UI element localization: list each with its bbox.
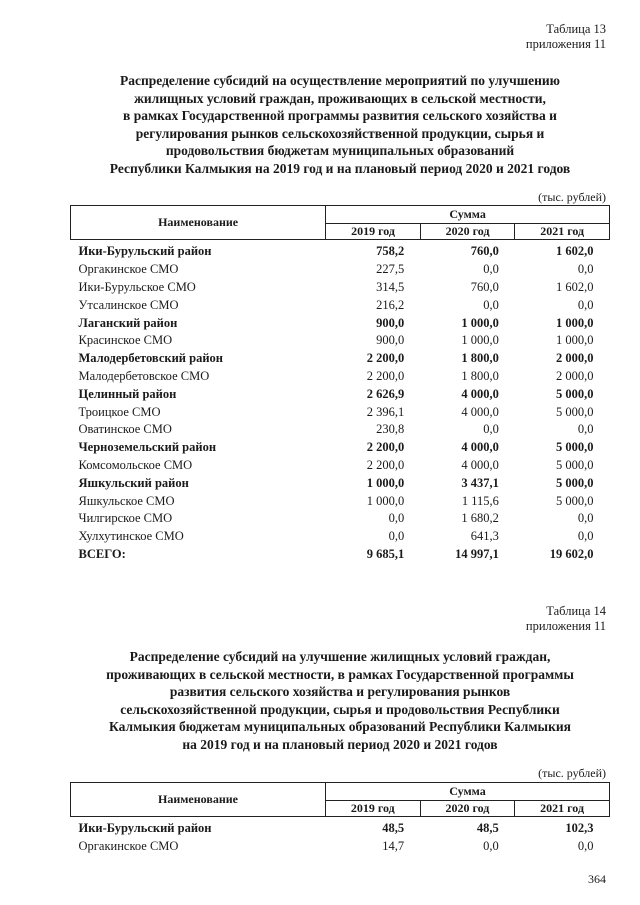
table-row [71,474,610,492]
column-header-2019: 2019 год [326,224,421,240]
value-cell: 760,0 [470,244,499,259]
value-cell: 760,0 [470,279,499,294]
row-name-cell: Ики-Бурульский район [78,821,212,836]
value-cell: 758,2 [376,244,405,259]
value-cell: 4 000,0 [461,457,499,472]
column-header-name: Наименование [71,783,326,817]
value-cell: 5 000,0 [556,440,594,455]
value-cell: 5 000,0 [556,493,594,508]
value-cell: 14 997,1 [455,546,499,561]
value-cell: 0,0 [483,839,499,854]
value-cell: 0,0 [577,297,594,312]
row-name-cell: Малодербетовское СМО [78,368,210,383]
table13-title-line: продовольствия бюджетам муниципальных образований [165,143,515,158]
value-cell: 1 000,0 [556,333,594,348]
table14-title-line: проживающих в сельской местности, в рамках Государственной программы [106,666,574,682]
table-row [71,439,610,457]
table-row [71,279,610,297]
table13-title-line: в рамках Государственной программы развития сельского хозяйства и [123,108,557,123]
row-name-cell: Ики-Бурульское СМО [78,279,196,294]
table13-body [71,240,610,564]
column-header-sum: Сумма [326,206,610,224]
table13-units: (тыс. рублей) [538,190,606,204]
table-row [71,421,610,439]
value-cell: 2 396,1 [366,404,405,419]
table13-number: Таблица 13 [546,22,606,36]
row-name-cell: Целинный район [78,386,177,401]
row-name-cell: Красинское СМО [78,333,173,348]
value-cell: 230,8 [376,422,405,437]
table-row [71,528,610,546]
table13-appendix: приложения 11 [525,37,606,51]
value-cell: 0,0 [577,529,594,544]
table14-title-line: сельскохозяйственной продукции, сырья и продовольствия Республики [120,701,560,717]
row-name-cell: ВСЕГО: [78,546,126,561]
value-cell: 1 800,0 [461,368,499,383]
table-row [71,350,610,368]
row-name-cell: Малодербетовский район [78,351,223,366]
value-cell: 14,7 [382,839,405,854]
row-name-cell: Оватинское СМО [78,422,172,437]
column-header-2021: 2021 год [515,801,610,817]
table14-body [71,817,610,856]
table-row [71,240,610,261]
value-cell: 3 437,1 [461,475,499,490]
row-name-cell: Оргакинское СМО [78,839,179,854]
table14-title-line: на 2019 год и на плановый период 2020 и 2021 годов [182,736,498,752]
row-name-cell: Троицкое СМО [78,404,161,419]
value-cell: 0,0 [483,262,499,277]
table-row [71,492,610,510]
table14-appendix: приложения 11 [525,619,606,633]
row-name-cell: Ики-Бурульский район [78,244,212,259]
value-cell: 0,0 [577,839,594,854]
value-cell: 2 000,0 [556,351,594,366]
table14-number: Таблица 14 [546,604,606,618]
table-row [71,510,610,528]
column-header-name: Наименование [71,206,326,240]
table14-title-line: развития сельского хозяйства и регулирования рынков [169,684,511,699]
value-cell: 216,2 [376,297,405,312]
table14-title-line: Распределение субсидий на улучшение жилищных условий граждан, [129,649,551,664]
value-cell: 2 200,0 [366,368,405,383]
value-cell: 48,5 [382,821,405,836]
value-cell: 900,0 [376,315,405,330]
value-cell: 1 000,0 [366,493,405,508]
value-cell: 5 000,0 [556,404,594,419]
value-cell: 0,0 [577,511,594,526]
page-number: 364 [588,872,606,886]
value-cell: 0,0 [483,422,499,437]
value-cell: 641,3 [470,529,499,544]
table-row [71,332,610,350]
row-name-cell: Оргакинское СМО [78,262,179,277]
value-cell: 4 000,0 [461,404,499,419]
column-header-2020: 2020 год [420,801,515,817]
row-name-cell: Утсалинское СМО [78,297,179,312]
row-name-cell: Яшкульское СМО [78,493,175,508]
table13-title-line: Распределение субсидий на осуществление мероприятий по улучшению [120,73,560,88]
table14-title-line: Калмыкия бюджетам муниципальных образований Республики Калмыкия [109,719,571,734]
table13-title-line: жилищных условий граждан, проживающих в сельской местности, [134,90,546,106]
column-header-sum: Сумма [325,783,609,801]
value-cell: 102,3 [565,821,594,836]
table13-reference [526,22,606,52]
row-name-cell: Черноземельский район [78,440,217,455]
value-cell: 2 200,0 [366,440,405,455]
value-cell: 5 000,0 [556,386,594,401]
value-cell: 227,5 [376,262,405,277]
value-cell: 1 680,2 [461,511,499,526]
value-cell: 1 602,0 [556,279,594,294]
value-cell: 900,0 [376,333,405,348]
row-name-cell: Комсомольское СМО [78,457,193,472]
value-cell: 314,5 [376,279,405,294]
column-header-2019: 2019 год [325,801,420,817]
value-cell: 9 685,1 [366,546,405,561]
table-row [71,261,610,279]
value-cell: 1 000,0 [366,475,405,490]
table-row [71,296,610,314]
value-cell: 0,0 [483,297,499,312]
value-cell: 0,0 [577,422,594,437]
table13-title [70,72,610,177]
value-cell: 2 000,0 [556,368,594,383]
value-cell: 48,5 [476,821,499,836]
table13-title-line: Республики Калмыкия на 2019 год и на плановый период 2020 и 2021 годов [109,160,571,176]
row-name-cell: Хулхутинское СМО [78,529,184,544]
table-row [71,838,610,856]
table14 [70,782,610,856]
value-cell: 1 800,0 [461,351,499,366]
value-cell: 0,0 [577,262,594,277]
value-cell: 2 626,9 [366,386,405,401]
row-name-cell: Чилгирское СМО [78,511,173,526]
table13-title-line: регулирования рынков сельскохозяйственной продукции, сырья и [135,125,545,141]
value-cell: 2 200,0 [366,351,405,366]
table14-title [70,648,610,753]
table-row [71,817,610,838]
row-name-cell: Яшкульский район [78,475,189,490]
value-cell: 1 602,0 [556,244,594,259]
table-row [71,314,610,332]
table13 [70,205,610,563]
row-name-cell: Лаганский район [78,315,178,330]
table-row [71,368,610,386]
value-cell: 1 000,0 [461,315,499,330]
value-cell: 5 000,0 [556,475,594,490]
column-header-2021: 2021 год [515,224,610,240]
value-cell: 19 602,0 [549,546,594,561]
table-row [71,385,610,403]
value-cell: 0,0 [388,511,405,526]
value-cell: 2 200,0 [366,457,405,472]
table-row [71,457,610,475]
table14-units: (тыс. рублей) [538,766,606,780]
value-cell: 1 000,0 [461,333,499,348]
table-row [71,403,610,421]
column-header-2020: 2020 год [420,224,515,240]
table14-reference [526,604,606,634]
table-row [71,546,610,564]
value-cell: 1 000,0 [556,315,594,330]
value-cell: 4 000,0 [461,440,499,455]
value-cell: 4 000,0 [461,386,499,401]
value-cell: 0,0 [388,529,405,544]
value-cell: 1 115,6 [461,493,499,508]
value-cell: 5 000,0 [556,457,594,472]
